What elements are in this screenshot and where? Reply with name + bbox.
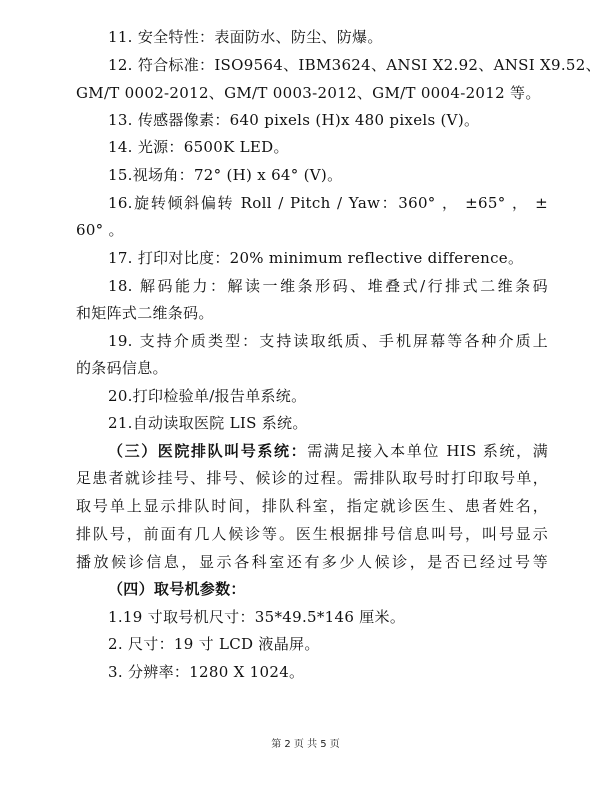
section-three-line-2: 足患者就诊挂号、排号、候诊的过程。需排队取号时打印取号单， xyxy=(76,469,548,487)
section-three-intro xyxy=(108,441,548,461)
page-number-footer: 第 2 页 共 5 页 xyxy=(271,739,340,750)
spec-item-13: 13. 传感器像素：640 pixels (H)x 480 pixels (V)。 xyxy=(108,111,480,129)
section-three-heading: （三）医院排队叫号系统： xyxy=(108,442,308,460)
spec-item-18-continued: 和矩阵式二维条码。 xyxy=(76,304,214,322)
spec-item-14: 14. 光源：6500K LED。 xyxy=(108,138,289,156)
spec-item-12: 12. 符合标准：ISO9564、IBM3624、ANSI X2.92、ANSI X9.52、 xyxy=(108,56,601,74)
spec-item-20: 20.打印检验单/报告单系统。 xyxy=(108,387,307,405)
spec-item-18: 18. 解码能力：解读一维条形码、堆叠式/行排式二维条码 xyxy=(108,277,548,295)
spec-item-15: 15.视场角：72° (H) x 64° (V)。 xyxy=(108,166,343,184)
section-four-title xyxy=(108,579,548,599)
spec-item-16-continued: 60° 。 xyxy=(76,221,124,239)
section-three-line-5: 播放候诊信息，显示各科室还有多少人候诊，是否已经过号等 xyxy=(76,553,548,571)
spec-item-12-continued: GM/T 0002-2012、GM/T 0003-2012、GM/T 0004-2012 等。 xyxy=(76,84,541,102)
spec-item-17: 17. 打印对比度：20% minimum reflective difference。 xyxy=(108,249,524,267)
spec-item-19: 19. 支持介质类型：支持读取纸质、手机屏幕等各种介质上 xyxy=(108,332,548,350)
kiosk-param-1: 1.19 寸取号机尺寸：35*49.5*146 厘米。 xyxy=(108,608,406,626)
section-three-text: 需满足接入本单位 HIS 系统，满 xyxy=(307,442,548,460)
spec-item-16: 16.旋转倾斜偏转 Roll / Pitch / Yaw：360° ， ±65° ， ± xyxy=(108,194,548,212)
section-three-line-3: 取号单上显示排队时间，排队科室，指定就诊医生、患者姓名， xyxy=(76,497,548,515)
kiosk-param-2: 2. 尺寸：19 寸 LCD 液晶屏。 xyxy=(108,635,320,653)
section-three-line-4: 排队号，前面有几人候诊等。医生根据排号信息叫号，叫号显示 xyxy=(76,525,548,543)
kiosk-param-3: 3. 分辨率：1280 X 1024。 xyxy=(108,663,305,681)
section-four-heading: （四）取号机参数： xyxy=(108,580,246,598)
spec-item-21: 21.自动读取医院 LIS 系统。 xyxy=(108,414,308,432)
spec-item-19-continued: 的条码信息。 xyxy=(76,359,168,377)
spec-item-11: 11. 安全特性：表面防水、防尘、防爆。 xyxy=(108,28,383,46)
